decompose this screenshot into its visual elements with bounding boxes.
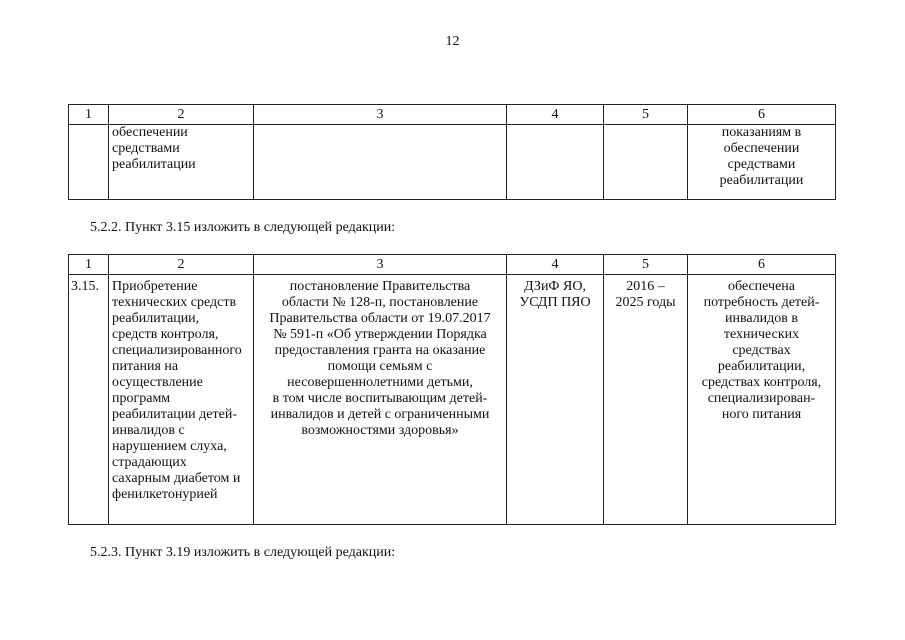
text-line: помощи семьям с: [327, 359, 433, 374]
text-line: инвалидов с: [112, 423, 185, 438]
text-line: специализированного: [112, 343, 242, 358]
text-line: реабилитации,: [717, 359, 806, 374]
text-line: возможностями здоровья»: [301, 423, 459, 438]
col-header-5: 5: [604, 105, 688, 125]
col-header-3: 3: [254, 255, 507, 275]
text-line: технических: [723, 327, 800, 342]
text-line: Правительства области от 19.07.2017: [269, 311, 491, 326]
text-line: реабилитации: [112, 157, 196, 172]
col-header-6: 6: [688, 105, 836, 125]
text-line: реабилитации,: [112, 311, 200, 326]
cell-basis: [254, 275, 507, 525]
text-line: обеспечении: [723, 141, 800, 156]
text-line: области № 128-п, постановление: [281, 295, 479, 310]
text-line: в том числе воспитывающим детей-: [272, 391, 488, 406]
text-line: показаниям в: [721, 125, 802, 140]
col-header-6: 6: [688, 255, 836, 275]
cell-period: [604, 125, 688, 200]
table-row: [69, 275, 836, 525]
text-line: программ: [112, 391, 171, 406]
cell-result: [688, 275, 836, 525]
col-header-1: 1: [69, 255, 109, 275]
text-line: инвалидов в: [724, 311, 799, 326]
text-line: сахарным диабетом и: [112, 471, 241, 486]
text-line: № 591-п «Об утверждении Порядка: [273, 327, 487, 342]
paragraph-5-2-2: 5.2.2. Пункт 3.15 изложить в следующей редакции:: [90, 220, 396, 235]
col-header-1: 1: [69, 105, 109, 125]
cell-result: [688, 125, 836, 200]
text-line: реабилитации детей-: [112, 407, 237, 422]
text-line: ДЗиФ ЯО,: [524, 279, 586, 294]
col-header-2: 2: [109, 105, 254, 125]
paragraph-5-2-3: 5.2.3. Пункт 3.19 изложить в следующей редакции:: [90, 545, 396, 560]
text-line: 2016 –: [626, 279, 665, 294]
text-line: Приобретение: [112, 279, 198, 294]
cell-measure: [109, 275, 254, 525]
text-line: средствами: [727, 157, 796, 172]
col-header-4: 4: [507, 105, 604, 125]
text-line: фенилкетонурией: [112, 487, 218, 502]
cell-executor: [507, 125, 604, 200]
text-line: средствах: [732, 343, 791, 358]
col-header-4: 4: [507, 255, 604, 275]
text-line: постановление Правительства: [289, 279, 471, 294]
text-line: страдающих: [112, 455, 187, 470]
text-line: обеспечении: [112, 125, 188, 140]
text-line: предоставления гранта на оказание: [274, 343, 486, 358]
table-item-3-15: [68, 254, 836, 525]
text-line: обеспечена: [727, 279, 796, 294]
text-line: средствах контроля,: [701, 375, 822, 390]
text-line: УСДП ПЯО: [519, 295, 591, 310]
cell-executor: [507, 275, 604, 525]
text-line: реабилитации: [719, 173, 804, 188]
table-header-row: [69, 105, 836, 125]
text-line: средствами: [112, 141, 180, 156]
text-line: технических средств: [112, 295, 237, 310]
table-continuation: [68, 104, 836, 200]
text-line: потребность детей-: [703, 295, 820, 310]
col-header-2: 2: [109, 255, 254, 275]
text-line: нарушением слуха,: [112, 439, 227, 454]
cell-period: [604, 275, 688, 525]
text-line: специализирован-: [707, 391, 816, 406]
text-line: средств контроля,: [112, 327, 219, 342]
page-number: 12: [445, 34, 460, 49]
text-line: питания на: [112, 359, 179, 374]
text-line: инвалидов и детей с ограниченными: [270, 407, 490, 422]
text-line: осуществление: [112, 375, 203, 390]
table-row: [69, 125, 836, 200]
text-line: 2025 годы: [615, 295, 676, 310]
col-header-5: 5: [604, 255, 688, 275]
col-header-3: 3: [254, 105, 507, 125]
table-header-row: [69, 255, 836, 275]
cell-number: 3.15.: [69, 275, 109, 525]
cell-measure: [109, 125, 254, 200]
cell-number: [69, 125, 109, 200]
cell-basis: [254, 125, 507, 200]
text-line: несовершеннолетними детьми,: [287, 375, 473, 390]
text-line: ного питания: [721, 407, 802, 422]
